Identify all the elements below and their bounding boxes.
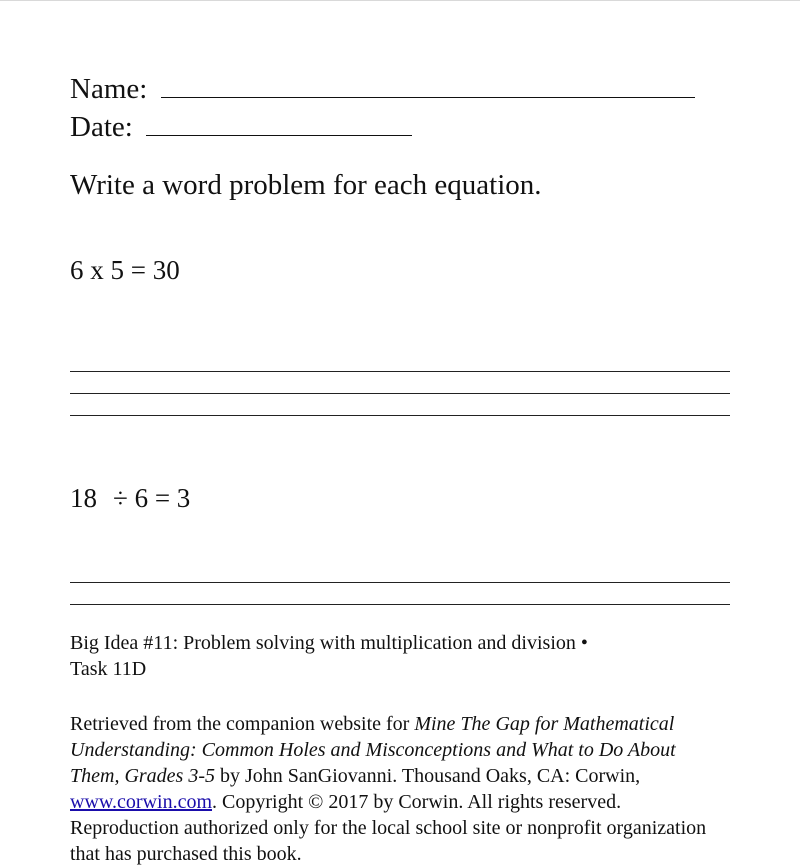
page-top-border [0,0,800,1]
equation-2 [70,482,190,514]
date-blank[interactable] [146,111,412,136]
book-title: Mine The Gap for Mathematical Understanding: Common Holes and Misconceptions and What to Do About Them, Grades 3-5 [70,713,676,787]
answer-line[interactable] [70,582,730,583]
equation-1: 6 x 5 = 30 [70,255,180,285]
equation-2-left: 18 [70,483,97,513]
corwin-link[interactable]: www.corwin.com [70,791,213,813]
name-label: Name: [70,73,148,105]
answer-line[interactable] [70,393,730,394]
date-label: Date: [70,111,133,143]
answer-line[interactable] [70,604,730,605]
date-row [70,110,412,144]
name-row [70,72,695,106]
credit-suffix: . Copyright © 2017 by Corwin. All rights reserved. Reproduction authorized only for the local school site or nonprofit organization that has purchased this book. [70,791,707,865]
task-caption [70,630,750,682]
task-line-2: Task 11D [70,658,147,680]
instruction-text: Write a word problem for each equation. [70,169,542,201]
answer-line[interactable] [70,371,730,372]
credit-paragraph [70,711,730,867]
credit-prefix: Retrieved from the companion website for [70,713,415,735]
credit-middle: by John SanGiovanni. Thousand Oaks, CA: Corwin, [215,765,641,787]
answer-line[interactable] [70,415,730,416]
name-blank[interactable] [161,73,695,98]
task-line-1: Big Idea #11: Problem solving with multiplication and division • [70,632,588,654]
equation-2-right: ÷ 6 = 3 [113,483,191,513]
